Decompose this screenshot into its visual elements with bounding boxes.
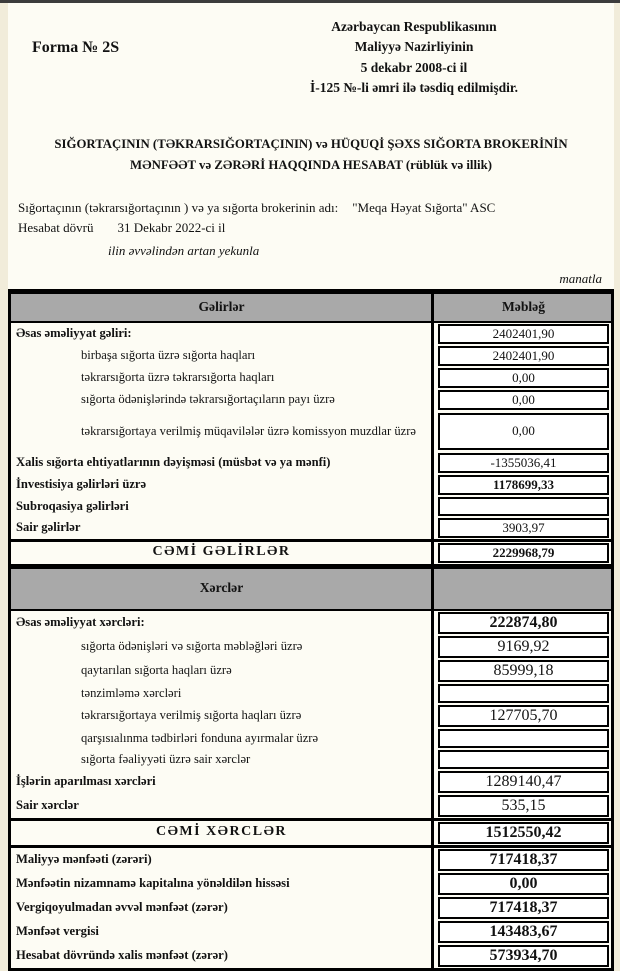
table-row	[11, 920, 611, 944]
page-title-line-1: SIĞORTAÇININ (TƏKRARSIĞORTAÇININ) və HÜQUQİ ŞƏXS SIĞORTA BROKERİNİN	[54, 137, 568, 151]
table-row	[11, 323, 611, 345]
period-label: Hesabat dövrü	[18, 220, 94, 236]
row-value-cell	[434, 872, 611, 896]
table-row	[11, 452, 611, 474]
row-value-cell	[434, 944, 611, 968]
table-row	[11, 611, 611, 635]
table-row	[11, 848, 611, 872]
amount-box: 222874,80	[438, 612, 609, 634]
row-value-cell	[434, 659, 611, 683]
row-label: Mənfəətin nizamnamə kapitalına yönəldilən hissəsi	[11, 872, 434, 896]
row-label: Xərclər	[11, 569, 434, 609]
period-line	[18, 218, 604, 238]
table-row	[11, 728, 611, 749]
row-value-cell	[434, 367, 611, 389]
table-row	[11, 659, 611, 683]
page-title	[8, 134, 614, 176]
table-row	[11, 749, 611, 770]
table-row	[11, 683, 611, 704]
table-row	[11, 411, 611, 452]
table-row	[11, 872, 611, 896]
amount-box	[438, 497, 609, 516]
row-value-cell	[434, 848, 611, 872]
row-label: tənzimləmə xərcləri	[11, 683, 434, 704]
report-table	[8, 289, 614, 971]
amount-box: -1355036,41	[438, 453, 609, 473]
row-label: sığorta fəaliyyəti üzrə sair xərclər	[11, 749, 434, 770]
table-row	[11, 517, 611, 539]
table-total-row	[11, 818, 611, 848]
row-label: CƏMİ XƏRCLƏR	[11, 821, 434, 845]
row-value-cell	[434, 794, 611, 818]
amount-box: 3903,97	[438, 518, 609, 538]
row-value-cell	[434, 452, 611, 474]
report-document	[8, 3, 614, 964]
row-label: Xalis sığorta ehtiyatlarının dəyişməsi (müsbət və ya mənfi)	[11, 452, 434, 474]
row-label: sığorta ödənişlərində təkrarsığortaçıların payı üzrə	[11, 389, 434, 411]
row-label: Sair gəlirlər	[11, 517, 434, 539]
amount-box: 9169,92	[438, 636, 609, 658]
amount-box: 717418,37	[438, 849, 609, 871]
document-header	[8, 3, 614, 98]
table-row	[11, 496, 611, 517]
amount-box: 1289140,47	[438, 771, 609, 793]
table-total-row	[11, 539, 611, 567]
amount-box: 0,00	[438, 413, 609, 450]
amount-box: 573934,70	[438, 945, 609, 967]
row-value-cell	[434, 345, 611, 367]
row-value-cell	[434, 920, 611, 944]
row-value-cell	[434, 569, 611, 609]
row-label: təkrarsığortaya verilmiş sığorta haqları üzrə	[11, 704, 434, 728]
row-label: qaytarılan sığorta haqları üzrə	[11, 659, 434, 683]
row-label: Əsas əməliyyat gəliri:	[11, 323, 434, 345]
row-value-cell	[434, 683, 611, 704]
row-label: Əsas əməliyyat xərcləri:	[11, 611, 434, 635]
report-info	[8, 198, 614, 260]
row-label: CƏMİ GƏLİRLƏR	[11, 542, 434, 564]
table-row	[11, 704, 611, 728]
insurer-name: "Meqa Həyat Sığorta" ASC	[352, 200, 496, 216]
table-row	[11, 474, 611, 496]
amount-box: 2402401,90	[438, 324, 609, 344]
row-label: İnvestisiya gəlirləri üzrə	[11, 474, 434, 496]
amount-box: 127705,70	[438, 705, 609, 727]
row-label: Gəlirlər	[11, 294, 434, 321]
row-label: Mənfəət vergisi	[11, 920, 434, 944]
row-label: təkrarsığorta üzrə təkrarsığorta haqları	[11, 367, 434, 389]
amount-box: 1512550,42	[438, 822, 609, 844]
insurer-line	[18, 198, 604, 218]
period-value: 31 Dekabr 2022-ci il	[117, 220, 226, 236]
row-value-cell	[434, 474, 611, 496]
row-label: Vergiqoyulmadan əvvəl mənfəət (zərər)	[11, 896, 434, 920]
row-value-cell	[434, 411, 611, 452]
table-row	[11, 896, 611, 920]
table-section-header-row	[11, 567, 611, 611]
amount-box	[438, 684, 609, 703]
table-section-header-row	[11, 292, 611, 323]
amount-box: 0,00	[438, 390, 609, 410]
currency-note: manatla	[559, 270, 602, 286]
row-value-cell	[434, 517, 611, 539]
row-label: Sair xərclər	[11, 794, 434, 818]
row-label: sığorta ödənişləri və sığorta məbləğləri üzrə	[11, 635, 434, 659]
approval-line-2: Maliyyə Nazirliyinin	[354, 39, 474, 55]
insurer-label: Sığortaçının (təkrarsığortaçının ) və ya sığorta brokerinin adı:	[18, 200, 339, 216]
row-value-cell	[434, 389, 611, 411]
amount-box: 717418,37	[438, 897, 609, 919]
table-row	[11, 367, 611, 389]
form-number: Forma № 2S	[32, 39, 120, 56]
amount-box: 0,00	[438, 368, 609, 388]
table-row	[11, 770, 611, 794]
amount-box: 2402401,90	[438, 346, 609, 366]
approval-line-3: 5 dekabr 2008-ci il	[360, 59, 468, 75]
row-label: İşlərin aparılması xərcləri	[11, 770, 434, 794]
row-label: təkrarsığortaya verilmiş müqavilələr üzrə komissyon muzdlar üzrə	[11, 411, 434, 452]
row-value-cell	[434, 704, 611, 728]
row-label: qarşısıalınma tədbirləri fonduna ayırmalar üzrə	[11, 728, 434, 749]
amount-box: 0,00	[438, 873, 609, 895]
row-value-cell	[434, 749, 611, 770]
row-value-cell	[434, 728, 611, 749]
row-value-cell	[434, 770, 611, 794]
approval-line-4: İ-125 №-li əmri ilə təsdiq edilmişdir.	[309, 79, 519, 95]
amount-box: 85999,18	[438, 660, 609, 682]
row-value-cell	[434, 635, 611, 659]
amount-box: 1178699,33	[438, 475, 609, 495]
amount-box	[438, 750, 609, 769]
row-value-cell	[434, 896, 611, 920]
row-label: birbaşa sığorta üzrə sığorta haqları	[11, 345, 434, 367]
table-row	[11, 944, 611, 968]
cumulative-note: ilin əvvəlindən artan yekunla	[108, 242, 260, 258]
row-label: Hesabat dövründə xalis mənfəət (zərər)	[11, 944, 434, 968]
page-title-line-2: MƏNFƏƏT və ZƏRƏRİ HAQQINDA HESABAT (rüblük və illik)	[130, 158, 492, 173]
approval-line-1: Azərbaycan Respublikasının	[331, 19, 497, 34]
row-value-cell	[434, 542, 611, 564]
row-label: Maliyyə mənfəəti (zərəri)	[11, 848, 434, 872]
table-row	[11, 389, 611, 411]
table-row	[11, 345, 611, 367]
row-value-cell	[434, 611, 611, 635]
column-header-amount: Məbləğ	[501, 299, 546, 315]
row-value-cell	[434, 323, 611, 345]
table-row	[11, 794, 611, 818]
approval-note	[218, 13, 610, 98]
table-row	[11, 635, 611, 659]
amount-box: 535,15	[438, 795, 609, 817]
amount-box: 2229968,79	[438, 543, 609, 563]
amount-box	[438, 729, 609, 748]
row-value-cell	[434, 821, 611, 845]
row-label: Subroqasiya gəlirləri	[11, 496, 434, 517]
amount-box: 143483,67	[438, 921, 609, 943]
row-value-cell	[434, 496, 611, 517]
